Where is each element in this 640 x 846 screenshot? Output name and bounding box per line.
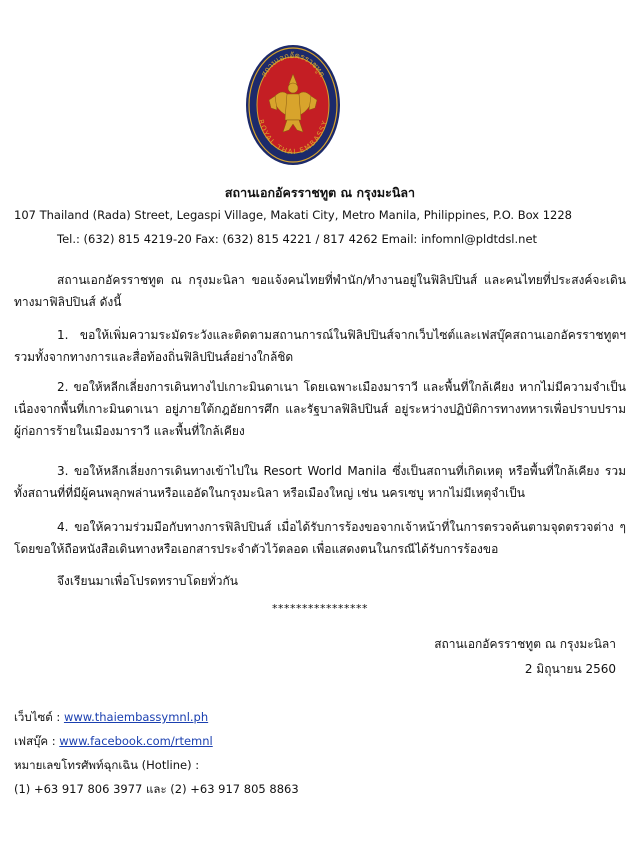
royal-thai-embassy-seal: [245, 44, 341, 166]
website-link[interactable]: www.thaiembassymnl.ph: [63, 710, 209, 724]
hotline-label: หมายเลขโทรศัพท์ฉุกเฉิน (Hotline) :: [14, 758, 200, 772]
advisory-item-2: 2. ขอให้หลีกเลี่ยงการเดินทางไปเกาะมินดาเนา โดยเฉพาะเมืองมาราวี และพื้นที่ใกล้เคียง หากไม่มีความจำเป็น เนื่องจากพื้นที่เกาะมินดาเนา อยู่ภายใต้กฎอัยการศึก และรัฐบาลฟิลิปปินส์ อยู่ระหว่างปฏิบัติการทางทหารเพื่อปราบปรามผู้ก่อการร้ายในเมืองมาราวี และพื้นที่ใกล้เคียง: [14, 380, 626, 438]
website-label: เว็บไซต์ :: [14, 710, 64, 724]
signature-date: 2 มิถุนายน 2560: [524, 662, 616, 676]
separator-stars: ****************: [272, 602, 368, 615]
facebook-link[interactable]: www.facebook.com/rtemnl: [59, 734, 213, 748]
footer-facebook: [14, 733, 213, 751]
advisory-item-1: 1. ขอให้เพิ่มความระมัดระวังและติดตามสถานการณ์ในฟิลิปปินส์จากเว็บไซต์และเฟสบุ๊คสถานเอกอัครราชทูตฯ รวมทั้งจากทางการและสื่อท้องถิ่นฟิลิปปินส์อย่างใกล้ชิด: [14, 328, 626, 364]
hotline-numbers: (1) +63 917 806 3977 และ (2) +63 917 805 8863: [14, 782, 299, 796]
seal-top-text: สถานเอกอัครราชทูต: [259, 50, 327, 79]
embassy-contact: Tel.: (632) 815 4219-20 Fax: (632) 815 4221 / 817 4262 Email: infomnl@pldtdsl.net: [57, 232, 538, 246]
facebook-label: เฟสบุ๊ค :: [14, 734, 60, 748]
seal-bottom-text: ROYAL THAI EMBASSY: [256, 118, 330, 157]
intro-paragraph: สถานเอกอัครราชทูต ณ กรุงมะนิลา ขอแจ้งคนไทยที่พำนัก/ทำงานอยู่ในฟิลิปปินส์ และคนไทยที่ประสงค์จะเดินทางมาฟิลิปปินส์ ดังนี้: [14, 273, 626, 309]
page-title: สถานเอกอัครราชทูต ณ กรุงมะนิลา: [224, 185, 416, 200]
embassy-address: 107 Thailand (Rada) Street, Legaspi Village, Makati City, Metro Manila, Philippines, P.O. Box 1228: [14, 208, 572, 222]
footer-website: [14, 709, 208, 727]
advisory-item-4: 4. ขอให้ความร่วมมือกับทางการฟิลิปปินส์ เมื่อได้รับการร้องขอจากเจ้าหน้าที่ในการตรวจค้นตามจุดตรวจต่าง ๆ โดยขอให้ถือหนังสือเดินทางหรือเอกสารประจำตัวไว้ตลอด เพื่อแสดงตนในกรณีได้รับการร้องขอ: [14, 520, 626, 556]
signature-org: สถานเอกอัครราชทูต ณ กรุงมะนิลา: [434, 637, 616, 651]
advisory-item-3: 3. ขอให้หลีกเลี่ยงการเดินทางเข้าไปใน Resort World Manila ซึ่งเป็นสถานที่เกิดเหตุ หรือพื้นที่ใกล้เคียง รวมทั้งสถานที่ที่มีผู้คนพลุกพล่านหรือแออัดในกรุงมะนิลา หรือเมืองใหญ่ เช่น นครเซบู หากไม่มีเหตุจำเป็น: [14, 464, 626, 500]
closing-line: จึงเรียนมาเพื่อโปรดทราบโดยทั่วกัน: [57, 574, 238, 588]
